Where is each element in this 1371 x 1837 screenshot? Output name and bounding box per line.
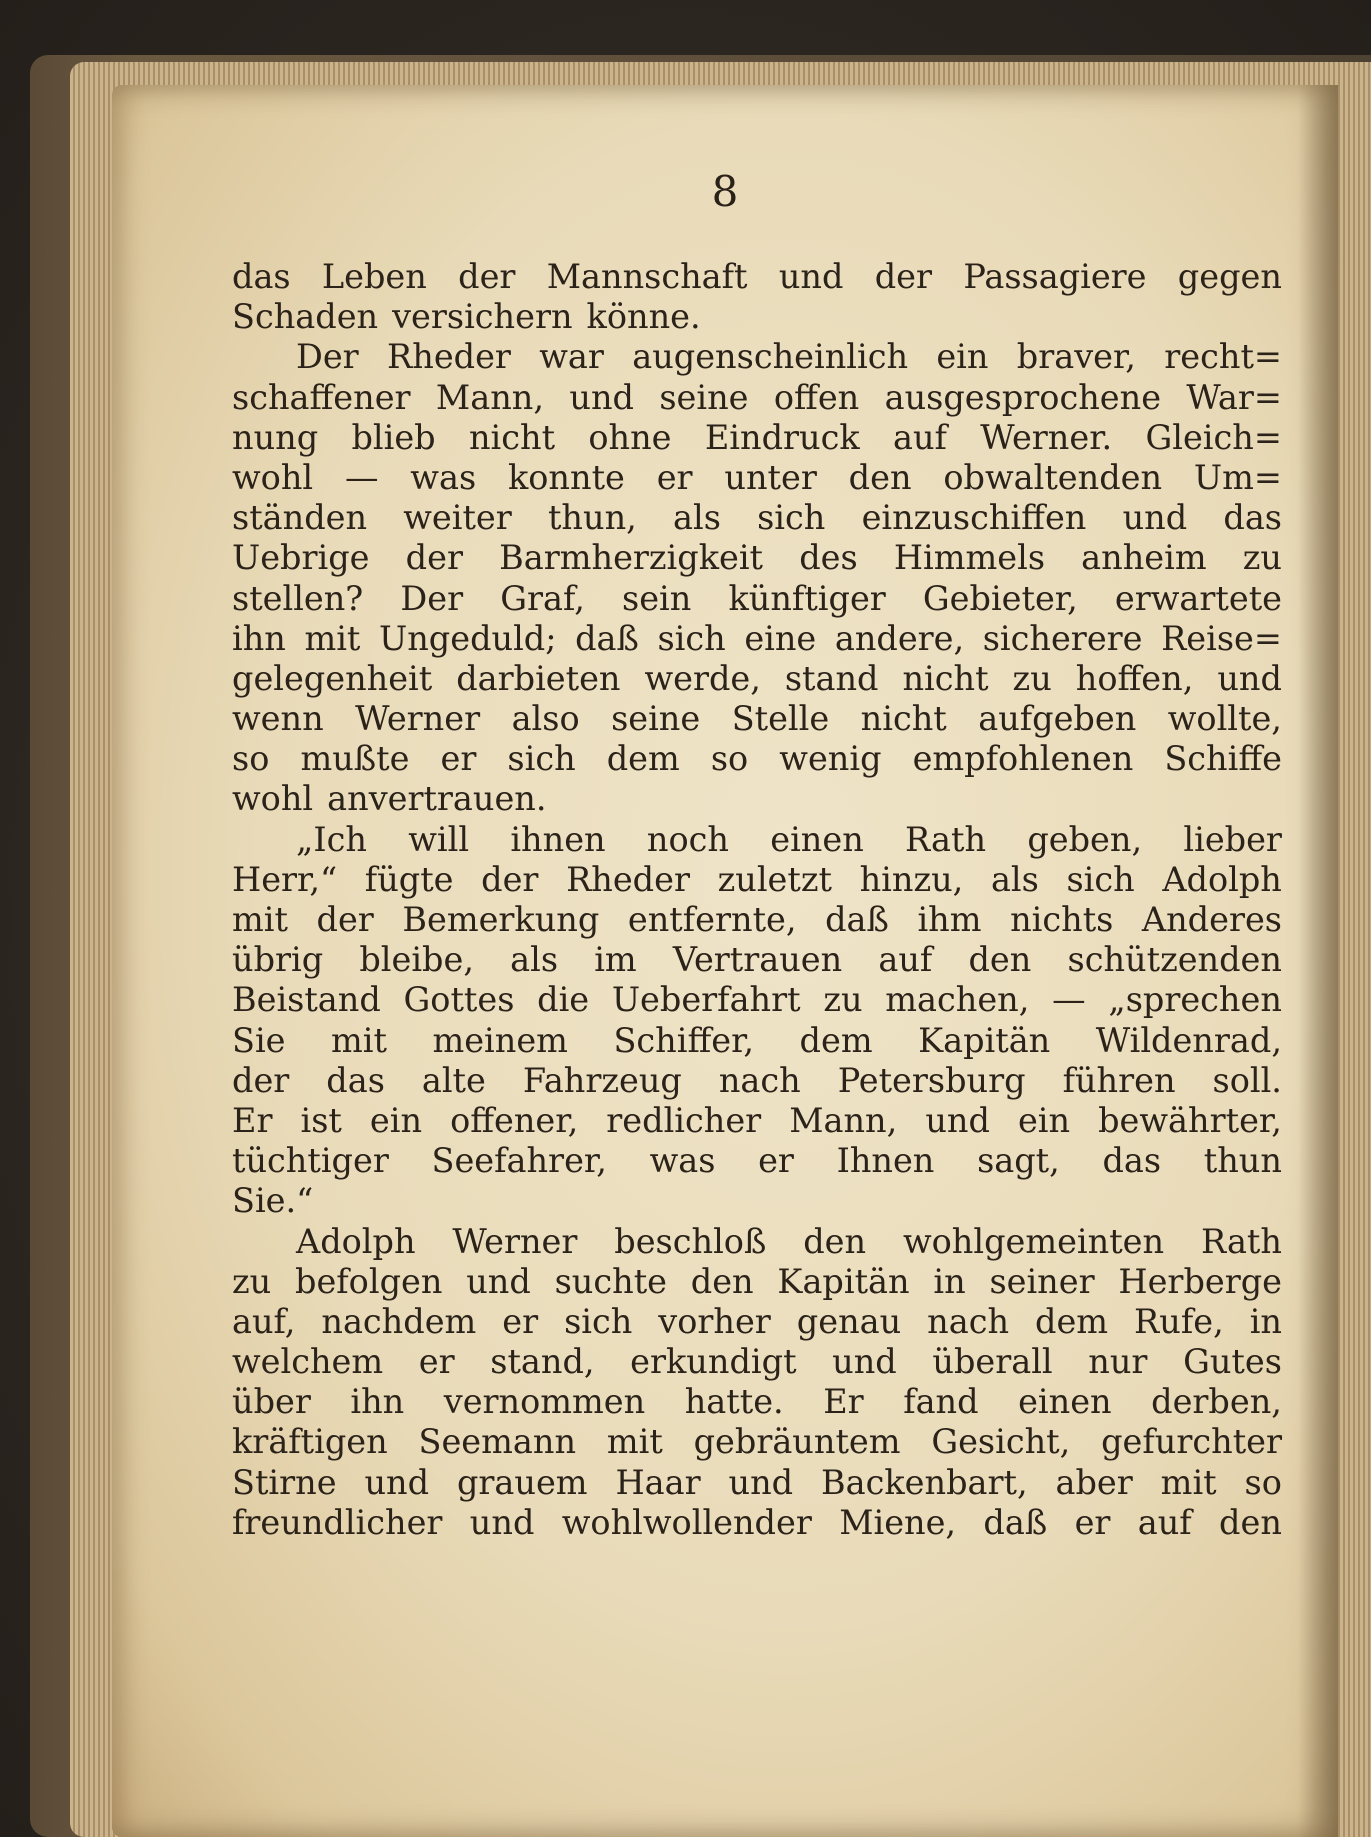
- word: daß: [575, 618, 639, 658]
- word: versichern: [392, 297, 573, 337]
- word: einen: [770, 819, 864, 859]
- word: stellen?: [232, 578, 364, 618]
- book-page: [112, 85, 1338, 1837]
- body-text: [232, 257, 1282, 1543]
- word: welchem: [232, 1342, 384, 1382]
- word: ihn: [350, 1382, 405, 1422]
- word: gelegenheit: [232, 658, 433, 698]
- word: er: [1074, 1502, 1111, 1542]
- word: Schiffer,: [613, 1020, 755, 1060]
- text-line: [232, 1222, 1282, 1262]
- word: den: [803, 1221, 867, 1261]
- word: im: [594, 940, 637, 980]
- word: sicherere: [982, 618, 1143, 658]
- word: wohl: [232, 457, 314, 497]
- word: Stelle: [731, 699, 830, 739]
- word: soll.: [1212, 1060, 1282, 1100]
- word: ohne: [588, 417, 672, 457]
- word: Sie.“: [232, 1181, 314, 1221]
- word: sich: [657, 618, 726, 658]
- word: hoffen,: [1075, 658, 1194, 698]
- word: derben,: [1151, 1382, 1282, 1422]
- word: vernommen: [443, 1382, 646, 1422]
- word: nicht: [860, 699, 947, 739]
- word: braver,: [1016, 337, 1136, 377]
- word: vorher: [658, 1301, 771, 1341]
- text-line: [232, 418, 1282, 458]
- word: was: [410, 457, 477, 497]
- word: und: [778, 257, 844, 296]
- word: geben,: [1027, 819, 1143, 859]
- word: Mannschaft: [546, 257, 748, 296]
- word: bleibe,: [359, 940, 474, 980]
- word: zu: [232, 1261, 272, 1301]
- word: Gutes: [1183, 1342, 1282, 1382]
- word: er: [758, 1141, 794, 1181]
- word: ihn: [232, 618, 286, 658]
- word: Passagiere: [963, 257, 1147, 296]
- word: Schiffe: [1164, 739, 1282, 779]
- word: Bemerkung: [402, 900, 600, 939]
- word: und: [569, 377, 634, 417]
- text-line: [232, 337, 1282, 377]
- word: dem: [1035, 1301, 1109, 1341]
- word: seine: [611, 699, 701, 739]
- word: Himmels: [893, 538, 1046, 578]
- word: zuletzt: [717, 859, 832, 899]
- word: künftiger: [728, 578, 886, 618]
- word: bewährter,: [1098, 1100, 1282, 1140]
- word: fand: [903, 1382, 979, 1422]
- word: und: [469, 1502, 535, 1542]
- word: unter: [724, 457, 817, 497]
- word: Schaden: [232, 297, 379, 337]
- word: nicht: [468, 417, 556, 457]
- word: sich: [507, 739, 576, 779]
- word: gefurchter: [1101, 1422, 1282, 1462]
- word: hinzu,: [859, 859, 964, 899]
- word: seiner: [989, 1261, 1095, 1301]
- word: schaffener: [232, 377, 411, 417]
- word: führen: [1062, 1060, 1176, 1100]
- word: mit: [1160, 1462, 1217, 1502]
- word: recht=: [1164, 337, 1282, 377]
- word: —: [1052, 980, 1086, 1020]
- word: Uebrige: [232, 538, 370, 578]
- word: machen,: [885, 980, 1030, 1020]
- text-line: [232, 1141, 1282, 1181]
- word: offener,: [450, 1100, 579, 1140]
- word: war: [539, 337, 604, 377]
- word: grauem: [456, 1462, 588, 1502]
- word: Fahrzeug: [522, 1060, 682, 1100]
- word: zu: [1012, 658, 1052, 698]
- text-line: [232, 739, 1282, 779]
- word: Petersburg: [837, 1060, 1026, 1100]
- word: Gebieter,: [922, 578, 1078, 618]
- word: sich: [564, 1301, 633, 1341]
- word: thun: [1203, 1141, 1282, 1181]
- word: und: [466, 1261, 531, 1301]
- word: augenscheinlich: [632, 337, 909, 377]
- word: empfohlenen: [912, 739, 1134, 779]
- word: stand: [784, 658, 879, 698]
- word: in: [1249, 1301, 1282, 1341]
- word: Barmherzigkeit: [499, 538, 764, 578]
- word: auf: [878, 940, 933, 980]
- word: wohlgemeinten: [902, 1221, 1165, 1261]
- word: Haar: [615, 1462, 701, 1502]
- text-line: [232, 297, 1282, 337]
- word: Seefahrer,: [431, 1141, 607, 1181]
- word: der: [316, 900, 374, 939]
- word: entfernte,: [627, 900, 797, 939]
- word: nur: [1088, 1342, 1148, 1382]
- word: seine: [659, 377, 749, 417]
- word: und: [364, 1462, 430, 1502]
- word: Er: [232, 1100, 273, 1140]
- word: sein: [622, 578, 692, 618]
- word: Der: [296, 337, 359, 377]
- word: Rheder: [566, 859, 690, 899]
- word: wollte,: [1167, 699, 1282, 739]
- word: daß: [983, 1502, 1048, 1542]
- word: Mann,: [789, 1100, 898, 1140]
- text-line: [232, 1382, 1282, 1422]
- word: so: [1244, 1462, 1282, 1502]
- page-number: 8: [711, 167, 739, 216]
- word: thun,: [547, 498, 637, 538]
- word: einen: [1018, 1382, 1112, 1422]
- text-line: [232, 378, 1282, 418]
- text-line: [232, 1181, 1282, 1221]
- text-line: [232, 579, 1282, 619]
- word: Backenbart,: [821, 1462, 1028, 1502]
- word: des: [799, 538, 858, 578]
- word: Rath: [905, 819, 987, 859]
- word: Stirne: [232, 1462, 337, 1502]
- text-line: [232, 1262, 1282, 1302]
- word: sich: [1066, 859, 1135, 899]
- text-line: [232, 619, 1282, 659]
- text-line: [232, 1061, 1282, 1101]
- word: obwaltenden: [943, 457, 1163, 497]
- word: ein: [1017, 1100, 1071, 1140]
- text-line: [232, 1302, 1282, 1342]
- word: auf: [892, 417, 947, 457]
- word: nicht: [902, 658, 989, 698]
- word: suchte: [554, 1261, 667, 1301]
- word: so: [232, 739, 270, 779]
- word: zu: [823, 980, 863, 1020]
- word: so: [710, 739, 749, 779]
- word: gegen: [1177, 257, 1282, 296]
- word: er: [440, 739, 477, 779]
- word: noch: [646, 819, 729, 859]
- word: aber: [1055, 1462, 1133, 1502]
- word: und: [832, 1342, 897, 1382]
- word: Ueberfahrt: [611, 980, 801, 1020]
- word: das: [232, 257, 291, 296]
- word: werde,: [644, 658, 761, 698]
- text-line: [232, 699, 1282, 739]
- word: er: [502, 1301, 539, 1341]
- word: Eindruck: [704, 417, 860, 457]
- word: Herberge: [1118, 1261, 1282, 1301]
- text-line: [232, 659, 1282, 699]
- word: andere,: [834, 618, 965, 658]
- word: kräftigen: [232, 1422, 388, 1462]
- text-line: [232, 820, 1282, 860]
- word: Graf,: [500, 578, 585, 618]
- word: er: [656, 457, 693, 497]
- word: Adolph: [1162, 859, 1282, 899]
- word: fügte: [364, 859, 454, 899]
- word: den: [848, 457, 912, 497]
- word: Rheder: [387, 337, 511, 377]
- text-line: [232, 538, 1282, 578]
- word: Gesicht,: [931, 1422, 1071, 1462]
- word: Wildenrad,: [1095, 1020, 1282, 1060]
- word: aufgeben: [978, 699, 1137, 739]
- word: mit: [331, 1020, 387, 1060]
- word: und: [1217, 658, 1282, 698]
- word: Ungeduld;: [378, 618, 557, 658]
- word: der: [232, 1060, 290, 1100]
- word: mit: [304, 618, 361, 658]
- word: den: [968, 940, 1032, 980]
- word: schützenden: [1067, 940, 1282, 980]
- word: über: [232, 1382, 311, 1422]
- word: Der: [400, 578, 464, 618]
- word: erwartete: [1114, 578, 1282, 618]
- word: Werner: [355, 699, 481, 739]
- text-line: [232, 1422, 1282, 1462]
- word: Rufe,: [1134, 1301, 1224, 1341]
- text-line: [232, 980, 1282, 1020]
- word: Reise=: [1161, 618, 1282, 658]
- word: die: [537, 980, 590, 1020]
- word: Rath: [1200, 1221, 1282, 1261]
- word: Miene,: [839, 1502, 957, 1542]
- word: erkundigt: [630, 1342, 797, 1382]
- word: anheim: [1081, 538, 1207, 578]
- word: redlicher: [606, 1100, 762, 1140]
- word: mit: [606, 1422, 663, 1462]
- word: meinem: [432, 1020, 568, 1060]
- word: ist: [300, 1100, 342, 1140]
- word: darbieten: [456, 658, 621, 698]
- word: Anderes: [1141, 900, 1282, 939]
- page-gutter: [1298, 85, 1338, 1837]
- text-line: [232, 498, 1282, 538]
- word: sich: [757, 498, 826, 538]
- text-line: [232, 779, 1282, 819]
- word: auf,: [232, 1301, 296, 1341]
- word: zu: [1242, 538, 1282, 578]
- word: wohl: [232, 779, 314, 819]
- word: Adolph: [296, 1221, 416, 1261]
- word: „sprechen: [1108, 980, 1282, 1020]
- word: nachdem: [321, 1301, 477, 1341]
- word: dem: [799, 1020, 873, 1060]
- word: „Ich: [296, 819, 367, 859]
- word: mußte: [300, 739, 410, 779]
- word: konnte: [507, 457, 625, 497]
- text-line: [232, 1101, 1282, 1141]
- text-line: [232, 257, 1282, 297]
- word: überall: [932, 1342, 1053, 1382]
- word: als: [510, 940, 559, 980]
- word: der: [874, 257, 933, 296]
- word: mit: [232, 900, 288, 939]
- word: also: [511, 699, 580, 739]
- word: —: [344, 457, 379, 497]
- word: Beistand: [232, 980, 381, 1020]
- word: alte: [421, 1060, 486, 1100]
- word: Er: [823, 1382, 864, 1422]
- word: übrig: [232, 940, 324, 980]
- word: daß: [825, 900, 889, 939]
- word: hatte.: [684, 1382, 784, 1422]
- word: Gottes: [403, 980, 515, 1020]
- word: als: [673, 498, 721, 538]
- text-line: [232, 458, 1282, 498]
- word: der: [481, 859, 539, 899]
- word: befolgen: [295, 1261, 443, 1301]
- word: ein: [936, 337, 989, 377]
- word: nach: [927, 1301, 1010, 1341]
- word: tüchtiger: [232, 1141, 389, 1181]
- word: eine: [744, 618, 817, 658]
- text-line: [232, 1342, 1282, 1382]
- word: offen: [773, 377, 860, 417]
- word: dem: [606, 739, 680, 779]
- word: und: [925, 1100, 990, 1140]
- word: nach: [718, 1060, 801, 1100]
- word: ein: [369, 1100, 423, 1140]
- word: Um=: [1193, 457, 1282, 497]
- word: nung: [232, 417, 319, 457]
- word: sagt,: [977, 1141, 1060, 1181]
- word: genau: [796, 1301, 902, 1341]
- text-line: [232, 1503, 1282, 1543]
- word: das: [326, 1060, 385, 1100]
- word: das: [1223, 498, 1282, 538]
- word: gebräuntem: [693, 1422, 901, 1462]
- word: beschloß: [614, 1221, 767, 1261]
- word: auf: [1137, 1502, 1192, 1542]
- text-line: [232, 900, 1282, 940]
- word: Kapitän: [777, 1261, 910, 1301]
- text-line: [232, 1463, 1282, 1503]
- word: will: [408, 819, 470, 859]
- word: wohlwollender: [561, 1502, 812, 1542]
- word: Gleich=: [1145, 417, 1282, 457]
- word: blieb: [351, 417, 436, 457]
- word: wenn: [232, 699, 324, 739]
- word: ständen: [232, 498, 368, 538]
- word: einzuschiffen: [861, 498, 1087, 538]
- word: Herr,“: [232, 859, 338, 899]
- word: ihnen: [510, 819, 606, 859]
- word: das: [1102, 1141, 1162, 1181]
- word: der: [405, 538, 463, 578]
- word: Ihnen: [836, 1141, 935, 1181]
- word: Leben: [321, 257, 427, 296]
- word: als: [990, 859, 1039, 899]
- word: Mann,: [435, 377, 544, 417]
- word: Seemann: [418, 1422, 577, 1462]
- word: was: [649, 1141, 716, 1181]
- word: Vertrauen: [672, 940, 843, 980]
- word: Sie: [232, 1020, 286, 1060]
- word: War=: [1186, 377, 1282, 417]
- word: in: [933, 1261, 966, 1301]
- word: Werner: [452, 1221, 578, 1261]
- word: stand,: [490, 1342, 595, 1382]
- word: freundlicher: [232, 1502, 443, 1542]
- word: den: [690, 1261, 754, 1301]
- text-line: [232, 940, 1282, 980]
- word: Kapitän: [918, 1020, 1051, 1060]
- word: ihm: [917, 900, 982, 939]
- word: der: [458, 257, 516, 296]
- word: und: [1122, 498, 1188, 538]
- word: ausgesprochene: [884, 377, 1162, 417]
- word: könne.: [586, 297, 701, 337]
- word: weiter: [403, 498, 512, 538]
- word: lieber: [1183, 819, 1282, 859]
- text-line: [232, 1021, 1282, 1061]
- word: wenig: [779, 739, 882, 779]
- word: den: [1219, 1502, 1282, 1542]
- word: anvertrauen.: [327, 779, 547, 819]
- word: nichts: [1010, 900, 1114, 939]
- word: und: [728, 1462, 794, 1502]
- word: er: [418, 1342, 455, 1382]
- text-line: [232, 860, 1282, 900]
- word: Werner.: [980, 417, 1113, 457]
